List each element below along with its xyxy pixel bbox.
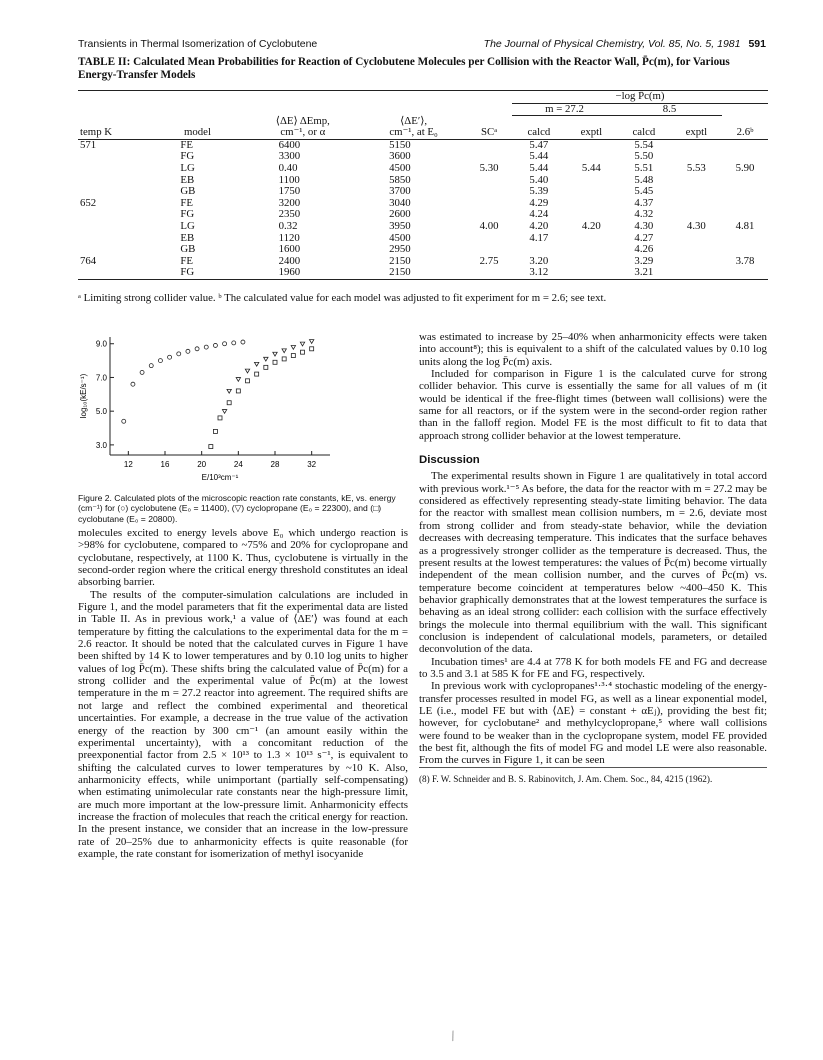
table-cell-model: EB (180, 231, 195, 244)
table-row (78, 221, 768, 233)
table-cell-de: 1600 (278, 243, 301, 256)
table-cell-model: GB (180, 243, 196, 256)
table-cell-sc (466, 233, 512, 245)
x-axis-label: E/10³cm⁻¹ (201, 473, 239, 482)
data-point-triangle (291, 346, 295, 350)
table-cell-c1: 5.47 (529, 138, 549, 151)
table-cell-de: 1100 (278, 173, 300, 186)
table-footnote: ᵃ Limiting strong collider value. ᵇ The calculated value for each model was adjusted to fit experiment for m = 2.6; see text. (78, 292, 607, 304)
page-number: 591 (748, 38, 766, 50)
table-cell-e2 (671, 186, 722, 198)
table-cell-c1: 5.44 (529, 162, 549, 175)
table-cell-e2 (671, 175, 722, 187)
table-cell-c2: 5.54 (634, 138, 654, 151)
table-cell-model: EB (180, 173, 195, 186)
table-cell-de: 0.32 (278, 220, 298, 233)
data-point-triangle (300, 342, 304, 346)
table-cell-temp: 652 (80, 196, 97, 209)
table-cell-c2: 4.30 (634, 220, 654, 233)
span-header: −log P̄c(m) (512, 91, 768, 104)
paragraph: was estimated to increase by 25–40% when anharmonicity effects were taken into account⁸); this is equivalent to a shift of the calculated values by 0.10 log units along the log P̄c(m) axis. (419, 331, 767, 368)
x-tick-label: 16 (160, 460, 170, 469)
right-column (419, 331, 767, 785)
table-cell-e2 (671, 244, 722, 256)
paragraph: The results of the computer-simulation calculations are included in Figure 1, and the model parameters that fit the experimental data are listed in Table II. As in previous work,¹ a value of ⟨ΔE′⟩ was found at each temperature by fitting the calculations to the experimental data for the m = 2.6 reactor. It should be noted that the calculated curves in Figure 1 have been shifted by 14 K to lower temperatures and by 0.10 log units to higher values of log P̄c(m). These shifts bring the calculated value of P̄c(m) for a strong collider and the experimental value of P̄c(m) at the lowest temperature in the m = 27.2 reactor into agreement. The required shifts are not large and reflect the combined experimental and theoretical uncertainties. For example, a decrease in the true value of the activation energy of the reaction by 300 cm⁻¹ (an amount easily within the experimental uncertainty), with a concomitant reduction of the preexponential factor from 2.5 × 10¹³ to 1.3 × 10¹³ s⁻¹, is equivalent to shifting the calculated curves to lower temperatures by ~10 K. Also, anharmonicity effects, while unimportant (partially self-compensating) when estimating unimolecular rate constants near the high-pressure limit, are much more important at the low-pressure limit. Anharmonicity effects increase the fraction of molecules that reach the critical energy for reaction. In the present instance, we consider that an increase in the low-pressure rate of 20–25% due to anharmonicity effects is quite reasonable (for example, the rate constant for isomerization of methyl isocyanide (78, 588, 408, 860)
table-cell-de: 0.40 (278, 162, 298, 175)
data-point-triangle (282, 349, 286, 353)
figure-2 (60, 325, 400, 490)
col-de2-b: cm⁻¹, at E₀ (389, 126, 438, 139)
table-cell-e1 (566, 139, 617, 151)
table-row (78, 163, 768, 175)
table-cell-e1: 4.20 (581, 220, 601, 233)
paragraph: Incubation times¹ are 4.4 at 778 K for both models FE and FG and decrease to 3.5 and 3.1 at 585 K for FE and FG, respectively. (419, 655, 767, 680)
col-sc: SCᵃ (480, 126, 498, 139)
table-cell-c2: 5.50 (634, 150, 654, 163)
table-cell-e2 (671, 139, 722, 151)
table-cell-de: 2350 (278, 208, 301, 221)
table-cell-model: GB (180, 185, 196, 198)
table-cell-sc (466, 186, 512, 198)
table-cell-temp (78, 151, 150, 163)
table-cell-c2: 4.32 (634, 208, 654, 221)
table-cell-model: LG (180, 220, 195, 233)
table-cell-temp (78, 209, 150, 221)
data-point-square (209, 445, 213, 449)
table-cell-de2: 5150 (389, 138, 411, 151)
col-exptl-2: exptl (685, 126, 708, 139)
figure-caption: Figure 2. Calculated plots of the microscopic reaction rate constants, kE, vs. energy (cm⁻¹) for (○) cyclobutene (E₀ = 11400), (▽) cyclopropane (E₀ = 22300), and (□) cyclobutane (E₀ = 20800). (78, 493, 396, 524)
table-cell-c3 (722, 233, 768, 245)
table-cell-de: 1120 (278, 231, 300, 244)
table-cell-model: LG (180, 162, 195, 175)
scatter-plot (60, 325, 400, 490)
table-cell-de2: 4500 (389, 162, 411, 175)
reference: (8) F. W. Schneider and B. S. Rabinovitch, J. Am. Chem. Soc., 84, 4215 (1962). (419, 767, 767, 785)
table-cell-c1: 5.40 (529, 173, 549, 186)
x-tick-label: 24 (233, 460, 243, 469)
table-cell-c3: 5.90 (735, 162, 755, 175)
table-cell-c1: 3.20 (529, 254, 549, 267)
table-cell-de: 2400 (278, 254, 301, 267)
table-cell-e1 (566, 267, 617, 279)
table-cell-model: FE (180, 138, 193, 151)
table-cell-c1: 4.20 (529, 220, 549, 233)
table-cell-de2: 5850 (389, 173, 411, 186)
data-point-circle (213, 343, 217, 347)
data-point-square (291, 354, 295, 358)
table-cell-model: FE (180, 254, 193, 267)
data-point-square (255, 372, 259, 376)
table-cell-sc: 2.75 (479, 254, 499, 267)
col-calcd-1: calcd (527, 126, 551, 139)
table-cell-e1: 5.44 (581, 162, 601, 175)
table-cell-e2 (671, 256, 722, 268)
data-point-square (227, 401, 231, 405)
col-de1-b: cm⁻¹, or α (280, 126, 326, 139)
table-cell-de2: 4500 (389, 231, 411, 244)
table-cell-c2: 4.26 (634, 243, 654, 256)
x-tick-label: 12 (123, 460, 133, 469)
table-cell-de2: 2150 (389, 254, 411, 267)
data-point-square (282, 357, 286, 361)
table-cell-e2 (671, 267, 722, 279)
m-header-1: m = 27.2 (512, 103, 617, 116)
data-point-circle (223, 342, 227, 346)
y-axis-label: log₁₀(kE/s⁻¹) (79, 373, 88, 419)
data-point-circle (241, 340, 245, 344)
left-column (78, 527, 408, 860)
data-point-circle (186, 349, 190, 353)
table-cell-de2: 2950 (389, 243, 411, 256)
header-right: The Journal of Physical Chemistry, Vol. 85, No. 5, 1981 591 (483, 38, 766, 50)
data-point-circle (204, 345, 208, 349)
y-tick-label: 7.0 (95, 373, 107, 383)
data-point-triangle (227, 389, 231, 393)
table-cell-sc: 5.30 (479, 162, 499, 175)
table-cell-e1 (566, 256, 617, 268)
col-de1-a: ⟨ΔE⟩ ΔEmp, (275, 114, 330, 127)
data-point-square (213, 429, 217, 433)
y-tick-label: 9.0 (95, 339, 107, 349)
table-cell-de2: 2150 (389, 266, 411, 279)
table-cell-sc (466, 267, 512, 279)
data-point-triangle (273, 352, 277, 356)
table-cell-temp (78, 221, 150, 233)
data-point-square (264, 365, 268, 369)
table-cell-c1: 3.12 (529, 266, 549, 279)
table-cell-model: FG (180, 266, 195, 279)
y-tick-label: 3.0 (95, 440, 107, 450)
table-cell-e2: 5.53 (686, 162, 706, 175)
table-cell-sc (466, 198, 512, 210)
table-cell-c3 (722, 186, 768, 198)
paragraph: In previous work with cyclopropanes¹·³·⁴ stochastic modeling of the energy-transfer processes resulted in model FG, as well as a linear exponential model, LE (i.e., model FE but with ⟨ΔE⟩ = constant + αEⱼ), providing the best fit; however, for cyclobutane² and methylcyclopropane,⁵ where wall collisions were found to be weaker than in the cyclopropane system, model FE provided the best fit, although the fits of model FG and model LE were also reasonable. From the curves in Figure 1, it can be seen (419, 680, 767, 767)
table-cell-e1 (566, 186, 617, 198)
table-cell-temp (78, 175, 150, 187)
table-cell-de: 1960 (278, 266, 301, 279)
header-left: Transients in Thermal Isomerization of Cyclobutene (78, 38, 318, 50)
table-cell-c1: 4.17 (529, 231, 549, 244)
table-cell-c2: 5.48 (634, 173, 654, 186)
table-cell-c1: 4.29 (529, 196, 549, 209)
table-cell-model: FE (180, 196, 193, 209)
table-row (78, 267, 768, 279)
data-point-circle (140, 370, 144, 374)
table-cell-sc (466, 175, 512, 187)
x-tick-label: 32 (307, 460, 317, 469)
table-cell-temp (78, 267, 150, 279)
col-exptl-1: exptl (580, 126, 603, 139)
data-point-circle (122, 419, 126, 423)
table-cell-de: 3200 (278, 196, 301, 209)
table-cell-c1: 4.24 (529, 208, 549, 221)
data-point-triangle (264, 357, 268, 361)
table-cell-c3: 4.81 (735, 220, 755, 233)
table-cell-temp (78, 163, 150, 175)
table-cell-c2: 3.29 (634, 254, 654, 267)
data-point-square (273, 360, 277, 364)
data-point-triangle (309, 340, 313, 344)
data-point-circle (195, 347, 199, 351)
table-cell-de2: 3700 (389, 185, 411, 198)
table-title: TABLE II: Calculated Mean Probabilities for Reaction of Cyclobutene Molecules per Collision with the Reactor Wall, P̄c(m), for Various Energy-Transfer Models (78, 56, 730, 81)
data-table (78, 90, 768, 280)
paragraph: Included for comparison in Figure 1 is the calculated curve for strong collider behavior. This curve is essentially the same for all values of m (it would be identical if the free-flight times (between wall collisions) were the same for all reactors, or if the system were in the second-order region rather than in the falloff region. Model FE is the most difficult to fit to data that approach strong collider behavior at the lowest temperature. (419, 368, 767, 442)
table-cell-sc (466, 139, 512, 151)
col-temp: temp K (80, 126, 113, 139)
table-cell-e1 (566, 198, 617, 210)
data-point-square (301, 350, 305, 354)
table-cell-e2 (671, 198, 722, 210)
data-point-square (246, 379, 250, 383)
section-heading: Discussion (419, 454, 480, 467)
table-cell-model: FG (180, 150, 195, 163)
table-cell-e2 (671, 233, 722, 245)
table-cell-temp (78, 233, 150, 245)
table-cell-e2: 4.30 (686, 220, 706, 233)
x-tick-label: 28 (270, 460, 280, 469)
table-cell-de2: 3950 (389, 220, 411, 233)
table-cell-c2: 5.45 (634, 185, 654, 198)
table-cell-c1: 5.39 (529, 185, 549, 198)
table-cell-c2: 3.21 (634, 266, 654, 279)
data-point-triangle (245, 369, 249, 373)
table-cell-de2: 3600 (389, 150, 411, 163)
data-point-triangle (222, 410, 226, 414)
table-cell-temp: 764 (80, 254, 97, 267)
table-cell-model: FG (180, 208, 195, 221)
data-point-circle (149, 364, 153, 368)
data-point-square (218, 416, 222, 420)
table-cell-de: 3300 (278, 150, 301, 163)
data-point-circle (177, 352, 181, 356)
table-cell-e1 (566, 233, 617, 245)
table-cell-de: 6400 (278, 138, 301, 151)
data-point-triangle (236, 378, 240, 382)
y-tick-label: 5.0 (95, 407, 107, 417)
paragraph: The experimental results shown in Figure 1 are qualitatively in total accord with previous work.¹⁻⁵ As before, the data for the reactor with m = 27.2 may be considered as effectively representing steady-state limiting behavior. The data for the reactor with smallest mean collision numbers, m = 2.6, deviate most from strong collider and from steady-state behavior, while the deviation decreases with decreasing temperature. This indicates that the surface behaves as a progressively stronger collider as the temperature is decreased. Thus, the present results at the lowest temperatures: the values of P̄c(m) become virtually independent of the mean collision number, and the curves of P̄c(m) vs. temperature become coincident at temperatures below ~400–450 K. This behavior graphically demonstrates that at the lowest temperatures the surface is behaving as an ideal strong collider: each collision with the surface effectively brings the molecule into thermal equilibrium with the wall. This significant conclusion is independent of calculational models, parameters, or detailed deconvolution of the data. (419, 470, 767, 656)
data-point-square (310, 347, 314, 351)
data-point-circle (168, 355, 172, 359)
table-cell-de2: 2600 (389, 208, 411, 221)
col-m3: 2.6ᵇ (736, 126, 754, 139)
pen-mark: ⁄ (447, 1028, 458, 1043)
table-cell-e1 (566, 175, 617, 187)
col-model: model (183, 126, 211, 139)
table-cell-c3 (722, 175, 768, 187)
data-point-square (236, 389, 240, 393)
data-point-circle (158, 359, 162, 363)
data-point-circle (131, 382, 135, 386)
x-tick-label: 20 (197, 460, 207, 469)
paragraph: molecules excited to energy levels above E₀ which undergo reaction is >98% for cyclobutene, compared to ~75% and 20% for cyclopropane and cyclobutane, respectively, at 1100 K. Thus, cyclobutene is virtually in the second-order region where the critical energy threshold constitutes an ideal absorbing barrier. (78, 527, 408, 589)
table-cell-c3: 3.78 (735, 254, 755, 267)
table-cell-c3 (722, 198, 768, 210)
col-calcd-2: calcd (632, 126, 656, 139)
data-point-triangle (254, 362, 258, 366)
m-header-2: 8.5 (617, 103, 722, 116)
table-cell-c3 (722, 267, 768, 279)
table-cell-c1: 5.44 (529, 150, 549, 163)
table-cell-c3 (722, 139, 768, 151)
table-cell-c2: 4.37 (634, 196, 654, 209)
data-point-circle (232, 341, 236, 345)
table-cell-c2: 5.51 (634, 162, 654, 175)
table-cell-sc: 4.00 (479, 220, 499, 233)
table-cell-c2: 4.27 (634, 231, 654, 244)
table-cell-e1 (566, 244, 617, 256)
table-cell-temp: 571 (80, 138, 97, 151)
col-de2-a: ⟨ΔE′⟩, (400, 114, 428, 127)
table-cell-de2: 3040 (389, 196, 411, 209)
table-cell-de: 1750 (278, 185, 301, 198)
